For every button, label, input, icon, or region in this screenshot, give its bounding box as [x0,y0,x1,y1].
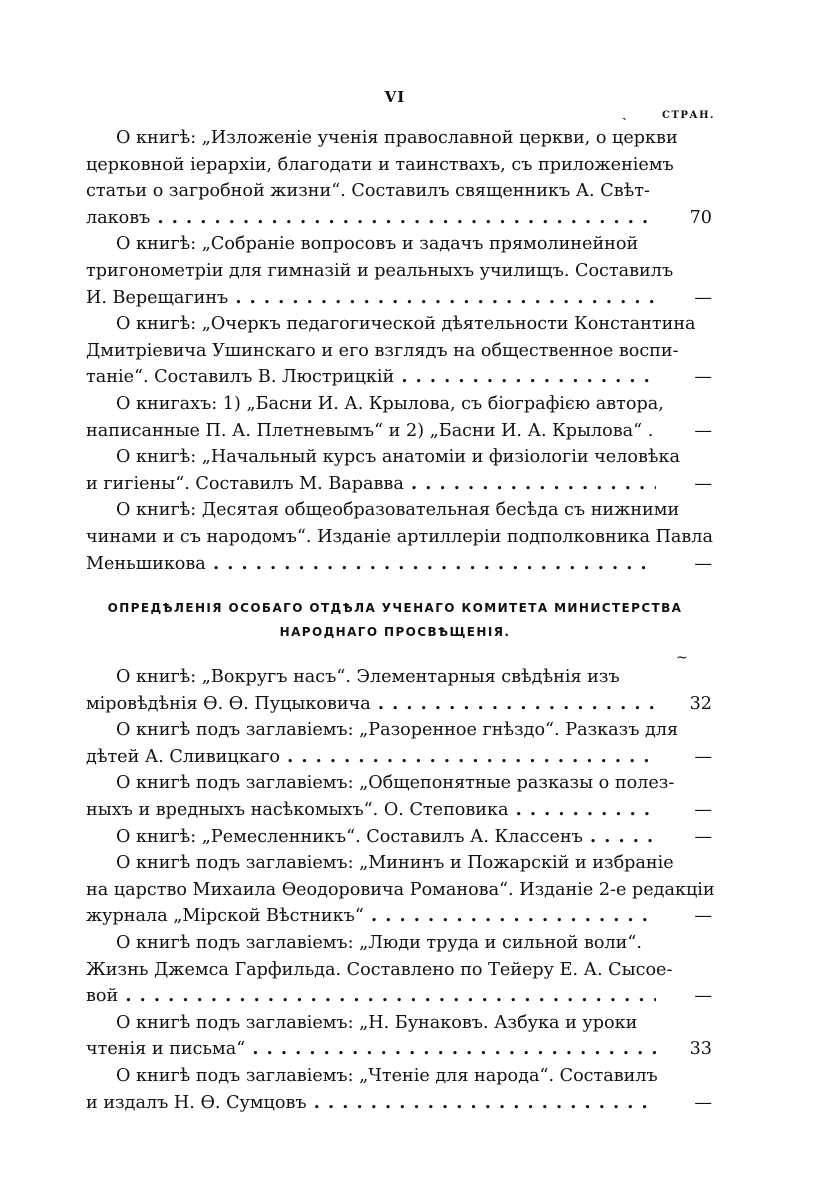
entry-page-number: — [694,287,712,308]
entry-line: О книгѣ: „Ремесленникъ“. Составилъ А. Классенъ . . [86,824,656,851]
page-number: VI [384,88,406,106]
toc-entry [86,717,712,770]
entry-page-number: — [694,746,712,767]
entry-line: О книгѣ: „Собраніе вопросовъ и задачъ прямолинейной [116,234,639,255]
toc-entry [86,125,712,231]
entry-page-number: — [694,553,712,574]
entry-page-number: — [694,826,712,847]
toc-entry [86,391,712,444]
entry-line: И. Верещагинъ . . [86,285,656,312]
entry-line: О книгѣ подъ заглавіемъ: „Общепонятные разказы о полез- [116,773,675,794]
entry-line: О книгѣ: „Начальный курсъ анатоміи и физіологіи человѣка [116,447,680,468]
toc-entry [86,311,712,391]
toc-entry [86,497,712,577]
toc-entry [86,664,712,717]
entry-line: Жизнь Джемса Гарфильда. Составлено по Тейеру Е. А. Сысое- [86,959,673,980]
entry-page-number: — [694,473,712,494]
stray-mark: ˎ [622,105,627,121]
entry-page-number: — [694,986,712,1007]
entry-line: и издалъ Н. Ѳ. Сумцовъ . . [86,1090,656,1117]
entry-line: О книгѣ: „Вокругъ насъ“. Элементарныя свѣдѣнія изъ [116,667,620,687]
entry-line: тригонометріи для гимназій и реальныхъ училищъ. Составилъ [86,260,674,281]
toc-entry [86,231,712,311]
entry-line: Дмитріевича Ушинскаго и его взглядъ на общественное воспи- [86,340,679,361]
entry-line: написанные П. А. Плетневымъ“ и 2) „Басни И. А. Крылова“ . . . [86,418,656,445]
entry-line: вой . . [86,983,656,1010]
entry-line: О книгѣ подъ заглавіемъ: „Мининъ и Пожарскій и избраніе [116,853,674,874]
entry-line: чтенія и письма“ . . [86,1036,656,1063]
entry-page-number: 33 [689,1039,712,1060]
entry-line: статьи о загробной жизни“. Составилъ священникъ А. Свѣт- [86,181,650,202]
entry-page-number: — [694,420,712,441]
entry-line: О книгѣ подъ заглавіемъ: „Чтеніе для народа“. Составилъ [116,1065,658,1086]
entry-page-number: — [694,906,712,927]
entries-list-1 [86,125,712,577]
entry-line: чинами и съ народомъ“. Изданіе артиллеріи подполковника Павла [86,526,713,547]
entry-line: О книгѣ: Десятая общеобразовательная бесѣда съ нижними [116,500,680,521]
entry-line: міровѣдѣнія Ѳ. Ѳ. Пуцыковича . . [86,691,656,718]
entry-page-number: — [694,1092,712,1113]
entry-line: и гигіены“. Составилъ М. Варавва . . [86,471,656,498]
entry-line: дѣтей А. Сливицкаго . . [86,744,656,771]
toc-entry [86,1063,712,1116]
section-title [100,596,690,644]
entry-line: церковной іерархіи, благодати и таинствахъ, съ приложеніемъ [86,154,674,175]
entry-page-number: — [694,367,712,388]
section-title-line-1: ОПРЕДѢЛЕНІЯ ОСОБАГО ОТДѢЛА УЧЕНАГО КОМИТЕТА МИНИСТЕРСТВА [107,601,683,615]
section-title-line-2: НАРОДНАГО ПРОСВѢЩЕНІЯ. [279,625,511,639]
entry-line: О книгѣ подъ заглавіемъ: „Н. Бунаковъ. Азбука и уроки [116,1012,638,1033]
entry-page-number: 32 [689,693,712,714]
entry-line: О книгѣ подъ заглавіемъ: „Люди труда и сильной воли“. [116,932,642,953]
entry-page-number: 70 [689,207,712,228]
entry-line: О книгѣ: „Изложеніе ученія православной церкви, о церкви [116,128,678,148]
entry-line: О книгахъ: 1) „Басни И. А. Крылова, съ біографією автора, [116,393,664,414]
toc-entry [86,930,712,1010]
entry-line: О книгѣ подъ заглавіемъ: „Разоренное гнѣздо“. Разказъ для [116,720,679,741]
entry-line: ныхъ и вредныхъ насѣкомыхъ“. О. Степовика . . [86,797,656,824]
entry-line: на царство Михаила Ѳеодоровича Романова“. Изданіе 2-е редакціи [86,879,715,900]
entry-line: таніе“. Составилъ В. Люстрицкій . . [86,364,656,391]
toc-entry [86,850,715,930]
entry-line: О книгѣ: „Очеркъ педагогической дѣятельности Константина [116,314,696,335]
entry-line: лаковъ . . [86,205,656,232]
stray-mark-2: ~ [676,650,688,666]
entry-line: журнала „Мірской Вѣстникъ“ . . [86,903,656,930]
entry-page-number: — [694,799,712,820]
entries-list-2 [86,664,715,1116]
toc-entry [86,1010,712,1063]
toc-entry [86,770,712,823]
toc-entry [86,444,712,497]
entry-line: Меньшикова . . [86,551,656,578]
toc-entry [86,824,712,851]
page-column-header: СТРАН. [662,110,715,121]
